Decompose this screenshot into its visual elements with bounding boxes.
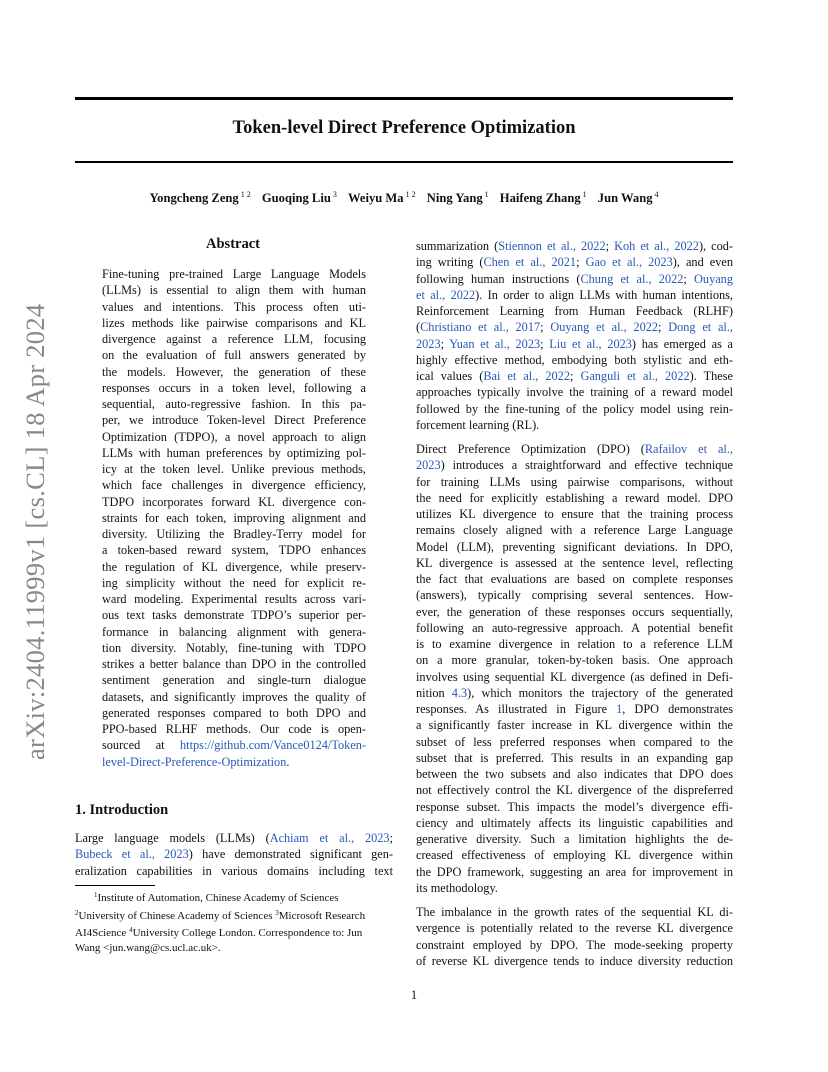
- citation-link[interactable]: Bai et al., 2022: [483, 369, 570, 383]
- page-number: 1: [410, 988, 418, 1002]
- text-line: the regulation of KL divergence, while preserv-: [102, 559, 366, 574]
- citation-link[interactable]: Achiam et al., 2023: [269, 831, 390, 845]
- text-line: divergence against a reference LLM, focusing: [102, 332, 366, 346]
- intro-paragraph: Large language models (LLMs) (Achiam et al., 2023; Bubeck et al., 2023) have demonstrated significant gen- eralization capabilities in various domains including text: [75, 831, 394, 878]
- affiliation-footnotes: $^1$Institute of Automation, Chinese Academy of Sciences $^2$University of Chinese Academy of Sciences $^3$Microsoft Research AI4Science $^4$University College London. Correspondence to: Jun Wang <jun.wang@cs.ucl.ac.uk>.: [75, 891, 366, 954]
- author: Haifeng Zhang $^1$: [499, 190, 587, 205]
- citation-link[interactable]: Christiano et al., 2017: [420, 320, 541, 335]
- text-line: subset that is preferred. This results in an expanding gap: [416, 750, 733, 765]
- text-line: creased effectiveness of employing KL divergence within: [416, 848, 733, 863]
- text-line: responses occurs in a token level, following a: [102, 380, 366, 395]
- text-line: the fact that evaluations are based on complete responses: [416, 572, 733, 586]
- text-line: a significantly faster increase in KL divergence within the: [416, 718, 733, 733]
- text-line: which face challenges in divergence efficiency,: [102, 478, 366, 493]
- text-line: KL divergence is assessed at the sentence level, reflecting: [416, 555, 733, 570]
- right-column: [416, 238, 733, 969]
- text-line: Model (LLM), preventing significant deviations. In DPO,: [416, 539, 733, 554]
- text-line: is to examine divergence in relation to a reference LLM: [416, 637, 733, 651]
- text-line: on a more granular, token-by-token basis. One approach: [416, 653, 733, 668]
- text-line: the models. However, the generation of these: [102, 364, 366, 379]
- text-line: level-Direct-Preference-Optimization.: [102, 754, 290, 769]
- definition-link[interactable]: 4.3: [451, 685, 468, 700]
- text-line: generated responses compared to both DPO and: [102, 705, 366, 720]
- citation-link[interactable]: Chung et al., 2022: [580, 271, 684, 286]
- text-line: vergence is potentially related to the reverse KL divergence: [416, 921, 733, 936]
- text-line: The imbalance in the growth rates of the sequential KL di-: [416, 905, 733, 919]
- text-line: per, we introduce Token-level Direct Preference: [102, 413, 366, 428]
- text-line: on the evaluation of full answers generated by: [102, 348, 366, 363]
- text-line: sourced at https://github.com/Vance0124/Token-: [102, 738, 366, 753]
- citation-link[interactable]: Dong et al.,: [668, 320, 733, 335]
- text-line: utilizes KL divergence to ensure that the training process: [416, 507, 733, 521]
- citation-link[interactable]: Gao et al., 2023: [585, 255, 673, 270]
- text-line: Optimization (TDPO), a novel approach to align: [102, 429, 366, 444]
- citation-link[interactable]: Ouyang: [694, 271, 733, 286]
- text-line: datasets, and significantly improves the quality of: [102, 689, 366, 704]
- author: Yongcheng Zeng $^{1 2}$: [149, 190, 251, 205]
- text-line: ous text tasks demonstrate TDPO’s superior per-: [102, 608, 366, 623]
- top-rule: [75, 97, 733, 100]
- citation-link[interactable]: Ouyang et al., 2022: [550, 320, 659, 335]
- text-line: remains closely aligned with a reference Large Language: [416, 523, 733, 538]
- citation-link[interactable]: Koh et al., 2022: [614, 239, 699, 253]
- abstract-heading: Abstract: [206, 236, 260, 252]
- arxiv-sidebar-stamp: arXiv:2404.11999v1 [cs.CL] 18 Apr 2024: [20, 303, 50, 760]
- text-line: diversity. Utilizing the Bradley-Terry model for: [102, 527, 366, 541]
- text-line: response subset. This impacts the model’s divergence effi-: [416, 799, 733, 814]
- text-line: not effectively control the KL divergence of the dispreferred: [416, 783, 733, 798]
- text-line: formance in balancing alignment with genera-: [102, 624, 366, 639]
- author: Ning Yang $^1$: [426, 190, 489, 205]
- text-line: (LLMs) is essential to align them with human: [102, 283, 366, 298]
- text-line: ever, the generation of these responses occurs sequentially,: [416, 604, 733, 619]
- text-line: the DPO framework, suggesting an area for improvement in: [416, 864, 733, 879]
- text-line: values and intentions. This process often uti-: [102, 299, 366, 314]
- text-line: tion diversity. Notably, fine-tuning with TDPO: [102, 640, 366, 655]
- text-line: lizes methods like pairwise comparisons and KL: [102, 315, 366, 330]
- text-line: sentiment generation and single-turn dialogue: [102, 673, 366, 688]
- citation-link[interactable]: et al., 2022: [416, 287, 476, 302]
- text-line: ing simplicity without the need for explicit re-: [102, 575, 366, 590]
- paragraph: [416, 904, 733, 969]
- text-line: icy at the token level. Unlike previous methods,: [102, 462, 366, 476]
- text-line: a token-based reward system, TDPO enhances: [102, 543, 366, 558]
- title-rule: [75, 161, 733, 163]
- citation-link[interactable]: Yuan et al., 2023: [449, 336, 541, 351]
- text-line: straints for each token, improving alignment and: [102, 510, 366, 525]
- citation-link[interactable]: Rafailov et al.,: [644, 442, 733, 456]
- text-line: Fine-tuning pre-trained Large Language Models: [102, 267, 366, 281]
- author: Guoqing Liu $^3$: [261, 190, 337, 205]
- footnote-rule: [75, 885, 155, 886]
- text-line: PPO-based RLHF methods. Our code is open-: [102, 722, 366, 736]
- text-line: sequential, auto-regressive fashion. In this pa-: [102, 397, 366, 411]
- figure-link[interactable]: 1: [616, 702, 623, 716]
- text-line: involves using sequential KL divergence (as defined in Defi-: [416, 669, 733, 684]
- text-line: TDPO incorporates forward KL divergence con-: [102, 494, 366, 509]
- text-line: subset of less preferred responses when compared to the: [416, 734, 733, 749]
- code-link[interactable]: level-Direct-Preference-Optimization: [102, 754, 287, 769]
- text-line: ciency and ultimately affects its linguistic capabilities and: [416, 815, 733, 830]
- author: Weiyu Ma $^{1 2}$: [347, 190, 416, 205]
- citation-link[interactable]: 2023: [416, 458, 441, 473]
- paragraph: summarization (Stiennon et al., 2022; Koh et al., 2022), cod- ing writing (Chen et al., 2021; Gao et al., 2023), and even following human instructions (Chung et al., 2022; Ouyang et al., 2022). In order to align LLMs with human intentions, Reinforcement Learning from Human Feedback (RLHF) (Christiano et al., 2017; Ouyang et al., 2022; Dong et al., 2023; Yuan et al., 2023; Liu et al., 2023) has emerged as a highly effective method, embodying both stylistic and eth- ical values (Bai et al., 2022; Ganguli et al., 2022). These approaches typically involve the training of a reward model followed by the fine-tuning of the policy model using rein- forcement learning (RL).: [416, 239, 734, 432]
- text-line: (answers), typically comprising several sentences. How-: [416, 588, 733, 603]
- citation-link[interactable]: Chen et al., 2021: [483, 255, 577, 270]
- text-line: generative diversity. Such a limitation highlights the de-: [416, 832, 733, 846]
- citation-link[interactable]: Ganguli et al., 2022: [580, 369, 690, 383]
- text-line: LLMs with human preferences by optimizing pol-: [102, 445, 366, 460]
- text-line: the need for explicitly establishing a reward model. DPO: [416, 490, 733, 505]
- text-line: following an auto-regressive approach. A potential benefit: [416, 620, 733, 635]
- code-link[interactable]: https://github.com/Vance0124/Token-: [180, 738, 366, 753]
- section-heading-introduction: 1. Introduction: [75, 802, 169, 818]
- citation-link[interactable]: 2023: [416, 336, 441, 351]
- citation-link[interactable]: Liu et al., 2023: [549, 336, 632, 351]
- citation-link[interactable]: Stiennon et al., 2022: [498, 239, 606, 253]
- author-list: [75, 190, 733, 206]
- citation-link[interactable]: Bubeck et al., 2023: [75, 847, 189, 862]
- text-line: between the two subsets and also indicates that DPO does: [416, 767, 733, 781]
- text-line: constraint employed by DPO. The mode-seeking property: [416, 937, 733, 952]
- paragraph: Direct Preference Optimization (DPO) (Rafailov et al., 2023) introduces a straightforward and effective technique for training LLMs using pairwise comparisons, without the need for explicitly establishing a reward model. DPO utilizes KL divergence to ensure that the training process remains closely aligned with a reference Large Language Model (LLM), preventing significant deviations. In DPO, KL divergence is assessed at the sentence level, reflecting the fact that evaluations are based on complete responses (answers), typically comprising several sentences. How- ever, the generation of these responses occurs sequentially, following an auto-regressive approach. A potential benefit is to examine divergence in relation to a reference LLM on a more granular, token-by-token basis. One approach involves using sequential KL divergence (as defined in Defi- nition 4.3), which monitors the trajectory of the generated responses. As illustrated in Figure 1, DPO demonstrates a significantly faster increase in KL divergence within the subset of less preferred responses when compared to the subset that is preferred. This results in an expanding gap between the two subsets and also indicates that DPO does not effectively control the KL divergence of the dispreferred response subset. This impacts the model’s divergence effi- ciency and ultimately affects its linguistic capabilities and generative diversity. Such a limitation highlights the de- creased effectiveness of employing KL divergence within the DPO framework, suggesting an area for improvement in its methodology.: [416, 442, 733, 895]
- text-line: of reverse KL divergence tends to induce diversity reduction: [416, 953, 733, 968]
- text-line: ward modeling. Experimental results across vari-: [102, 592, 366, 606]
- abstract-body: [102, 266, 366, 770]
- author: Jun Wang $^4$: [597, 190, 659, 205]
- paper-title: Token-level Direct Preference Optimization: [232, 118, 576, 138]
- text-line: for training LLMs using pairwise comparisons, without: [416, 474, 733, 489]
- text-line: strikes a better balance than DPO in the controlled: [102, 657, 366, 671]
